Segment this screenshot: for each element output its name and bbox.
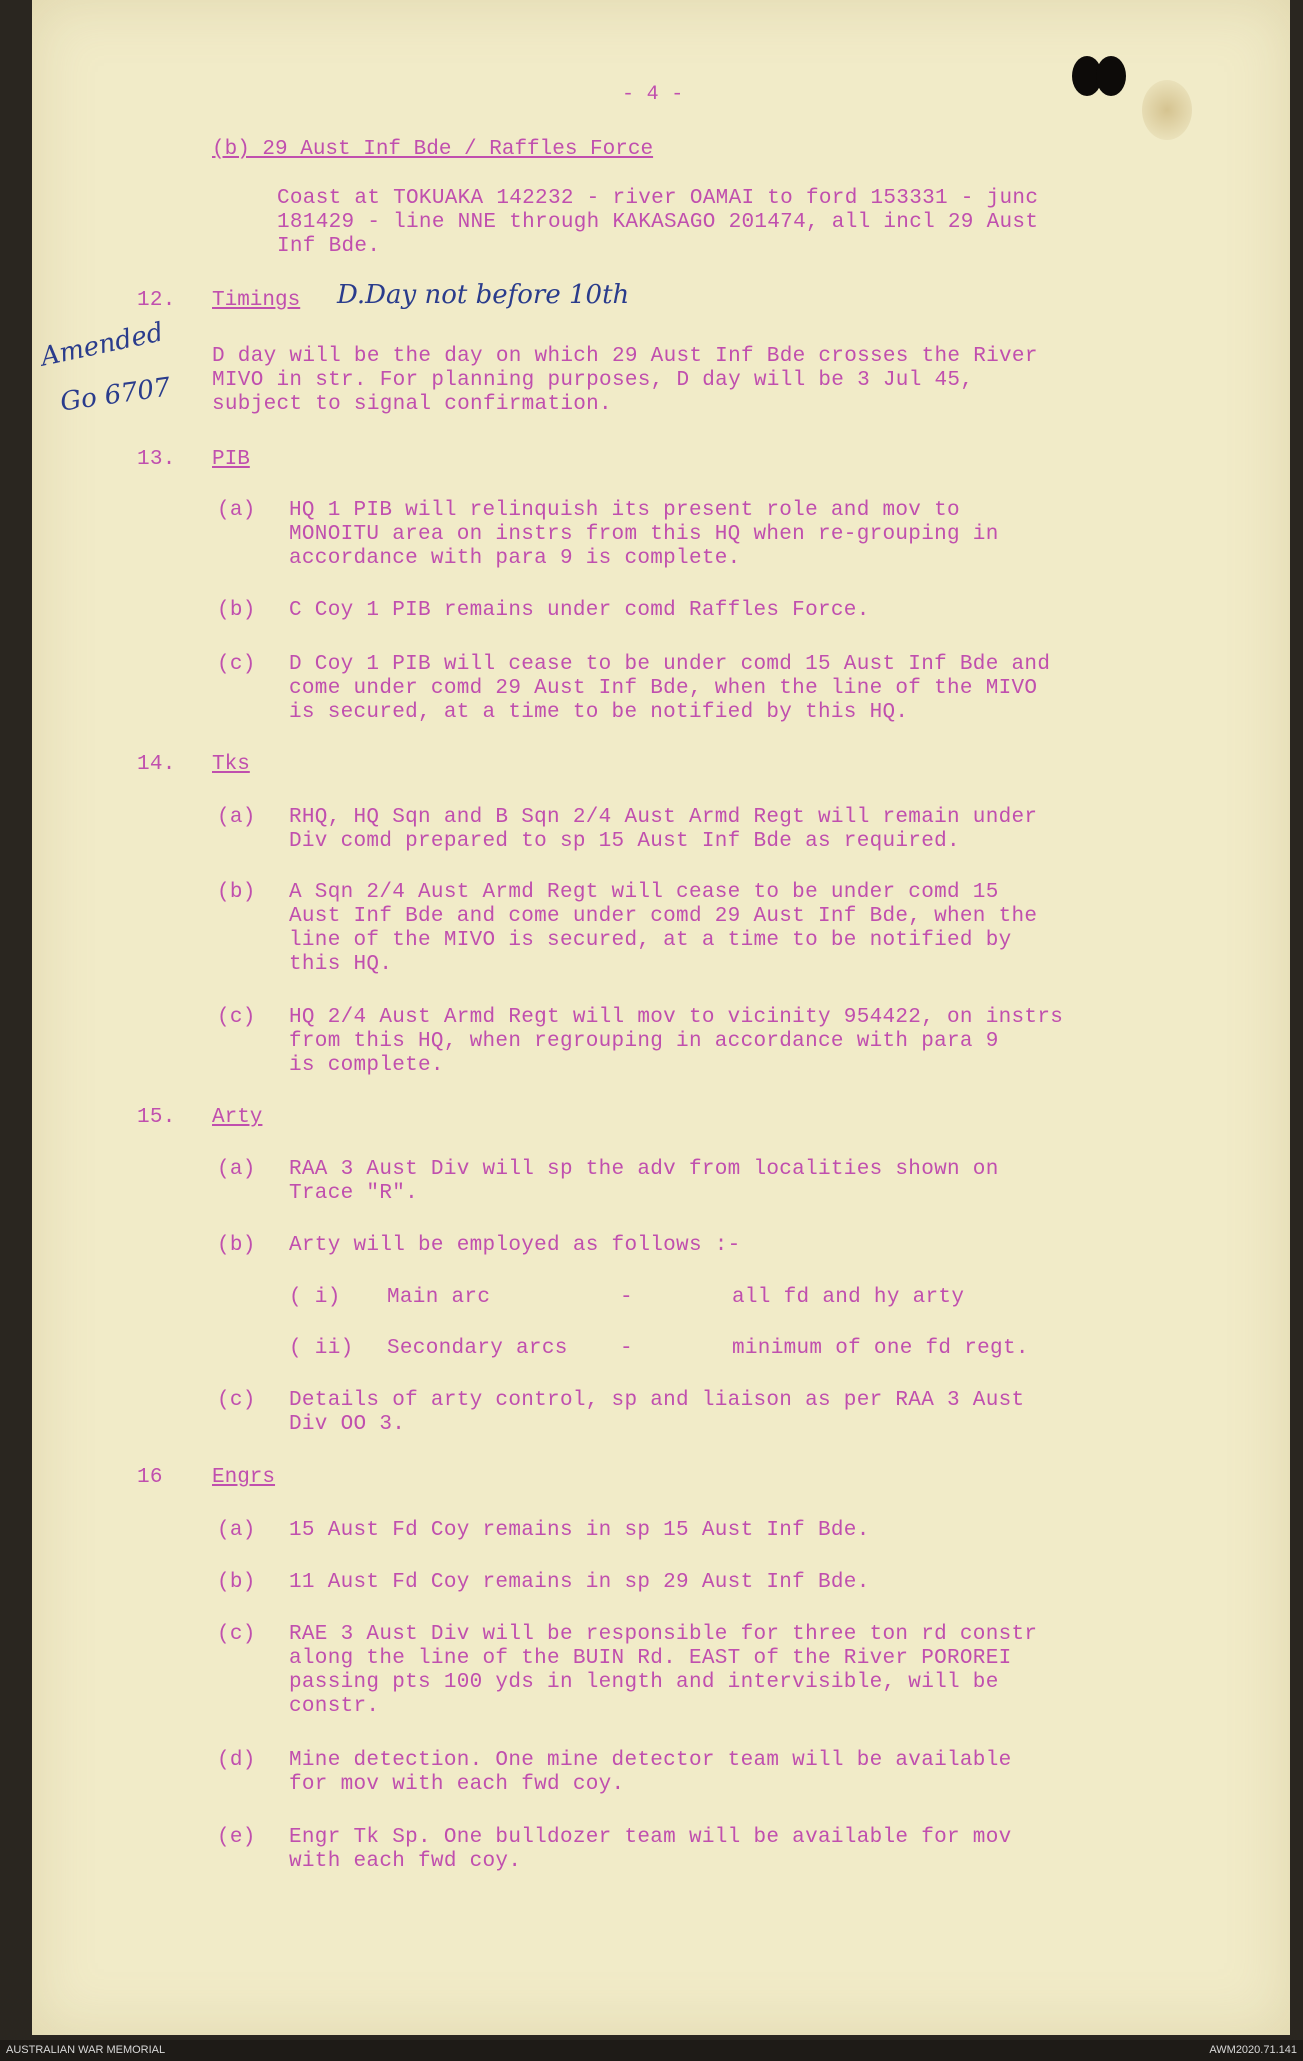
body-line: along the line of the BUIN Rd. EAST of the River POROREI (289, 1647, 1012, 1670)
item-label: (a) (217, 1158, 256, 1181)
item-label: (b) (217, 1234, 256, 1257)
body-line: is complete. (289, 1054, 444, 1077)
item-label: (a) (217, 1519, 256, 1542)
body-line: Coast at TOKUAKA 142232 - river OAMAI to ford 153331 - junc (277, 187, 1039, 210)
margin-note: Amended (38, 317, 167, 373)
para-number: 13. (137, 448, 176, 471)
para-heading: Engrs (212, 1466, 276, 1489)
sub-item-name: Secondary arcs (387, 1337, 568, 1360)
body-line: passing pts 100 yds in length and intervisible, will be (289, 1671, 999, 1694)
body-line: come under comd 29 Aust Inf Bde, when the line of the MIVO (289, 677, 1038, 700)
para-number: 16 (137, 1466, 163, 1489)
body-line: HQ 2/4 Aust Armd Regt will mov to vicinity 954422, on instrs (289, 1006, 1064, 1029)
para-number: 12. (137, 289, 176, 312)
item-label: (a) (217, 499, 256, 522)
body-line: 11 Aust Fd Coy remains in sp 29 Aust Inf Bde. (289, 1571, 870, 1594)
body-line: Div comd prepared to sp 15 Aust Inf Bde as required. (289, 830, 960, 853)
sub-item-label: ( i) (289, 1286, 341, 1309)
punch-hole (1096, 56, 1126, 96)
item-label: (c) (217, 1623, 256, 1646)
body-line: Details of arty control, sp and liaison as per RAA 3 Aust (289, 1389, 1025, 1412)
body-line: accordance with para 9 is complete. (289, 547, 741, 570)
para-heading: PIB (212, 448, 250, 471)
section-b-heading: (b) 29 Aust Inf Bde / Raffles Force (212, 138, 654, 161)
para-heading: Timings (212, 289, 301, 312)
para-number: 15. (137, 1106, 176, 1129)
item-label: (b) (217, 599, 256, 622)
handwritten-note: D.Day not before 10th (337, 280, 630, 310)
item-label: (b) (217, 1571, 256, 1594)
body-line: line of the MIVO is secured, at a time to be notified by (289, 929, 1012, 952)
item-label: (b) (217, 881, 256, 904)
item-label: (c) (217, 1006, 256, 1029)
body-line: subject to signal confirmation. (212, 393, 612, 416)
body-line: HQ 1 PIB will relinquish its present role and mov to (289, 499, 960, 522)
body-line: Mine detection. One mine detector team will be available (289, 1749, 1012, 1772)
sub-item-label: ( ii) (289, 1337, 354, 1360)
body-line: A Sqn 2/4 Aust Armd Regt will cease to be under comd 15 (289, 881, 999, 904)
body-line: Div OO 3. (289, 1413, 406, 1436)
document-page (32, 0, 1290, 2035)
page-number: - 4 - (622, 83, 684, 106)
body-line: from this HQ, when regrouping in accordance with para 9 (289, 1030, 999, 1053)
body-line: for mov with each fwd coy. (289, 1773, 625, 1796)
footer-left: AUSTRALIAN WAR MEMORIAL (6, 2044, 166, 2056)
body-line: RHQ, HQ Sqn and B Sqn 2/4 Aust Armd Regt will remain under (289, 806, 1038, 829)
body-line: is secured, at a time to be notified by this HQ. (289, 701, 909, 724)
sub-item-dash: - (620, 1286, 633, 1309)
body-line: MONOITU area on instrs from this HQ when re-grouping in (289, 523, 999, 546)
sub-item-value: all fd and hy arty (732, 1286, 965, 1309)
body-line: Aust Inf Bde and come under comd 29 Aust Inf Bde, when the (289, 905, 1038, 928)
sub-item-dash: - (620, 1337, 633, 1360)
body-line: RAA 3 Aust Div will sp the adv from localities shown on (289, 1158, 999, 1181)
item-label: (e) (217, 1826, 256, 1849)
body-line: constr. (289, 1695, 380, 1718)
paper-stain (1142, 80, 1192, 140)
margin-note: Go 6707 (58, 372, 173, 418)
body-line: with each fwd coy. (289, 1850, 522, 1873)
sub-item-name: Main arc (387, 1286, 491, 1309)
archive-footer (0, 2040, 1303, 2061)
body-line: 15 Aust Fd Coy remains in sp 15 Aust Inf Bde. (289, 1519, 870, 1542)
body-line: RAE 3 Aust Div will be responsible for three ton rd constr (289, 1623, 1038, 1646)
body-line: 181429 - line NNE through KAKASAGO 201474, all incl 29 Aust (277, 211, 1039, 234)
footer-right: AWM2020.71.141 (1209, 2044, 1297, 2056)
body-line: Trace "R". (289, 1182, 419, 1205)
body-line: this HQ. (289, 953, 393, 976)
item-label: (c) (217, 1389, 256, 1412)
item-label: (a) (217, 806, 256, 829)
item-label: (d) (217, 1749, 256, 1772)
body-line: D day will be the day on which 29 Aust Inf Bde crosses the River (212, 345, 1038, 368)
para-heading: Tks (212, 753, 250, 776)
sub-item-value: minimum of one fd regt. (732, 1337, 1029, 1360)
item-label: (c) (217, 653, 256, 676)
body-line: C Coy 1 PIB remains under comd Raffles Force. (289, 599, 870, 622)
body-line: Arty will be employed as follows :- (289, 1234, 741, 1257)
body-line: D Coy 1 PIB will cease to be under comd 15 Aust Inf Bde and (289, 653, 1051, 676)
body-line: Engr Tk Sp. One bulldozer team will be available for mov (289, 1826, 1012, 1849)
para-number: 14. (137, 753, 176, 776)
para-heading: Arty (212, 1106, 263, 1129)
body-line: Inf Bde. (277, 235, 381, 258)
body-line: MIVO in str. For planning purposes, D day will be 3 Jul 45, (212, 369, 974, 392)
